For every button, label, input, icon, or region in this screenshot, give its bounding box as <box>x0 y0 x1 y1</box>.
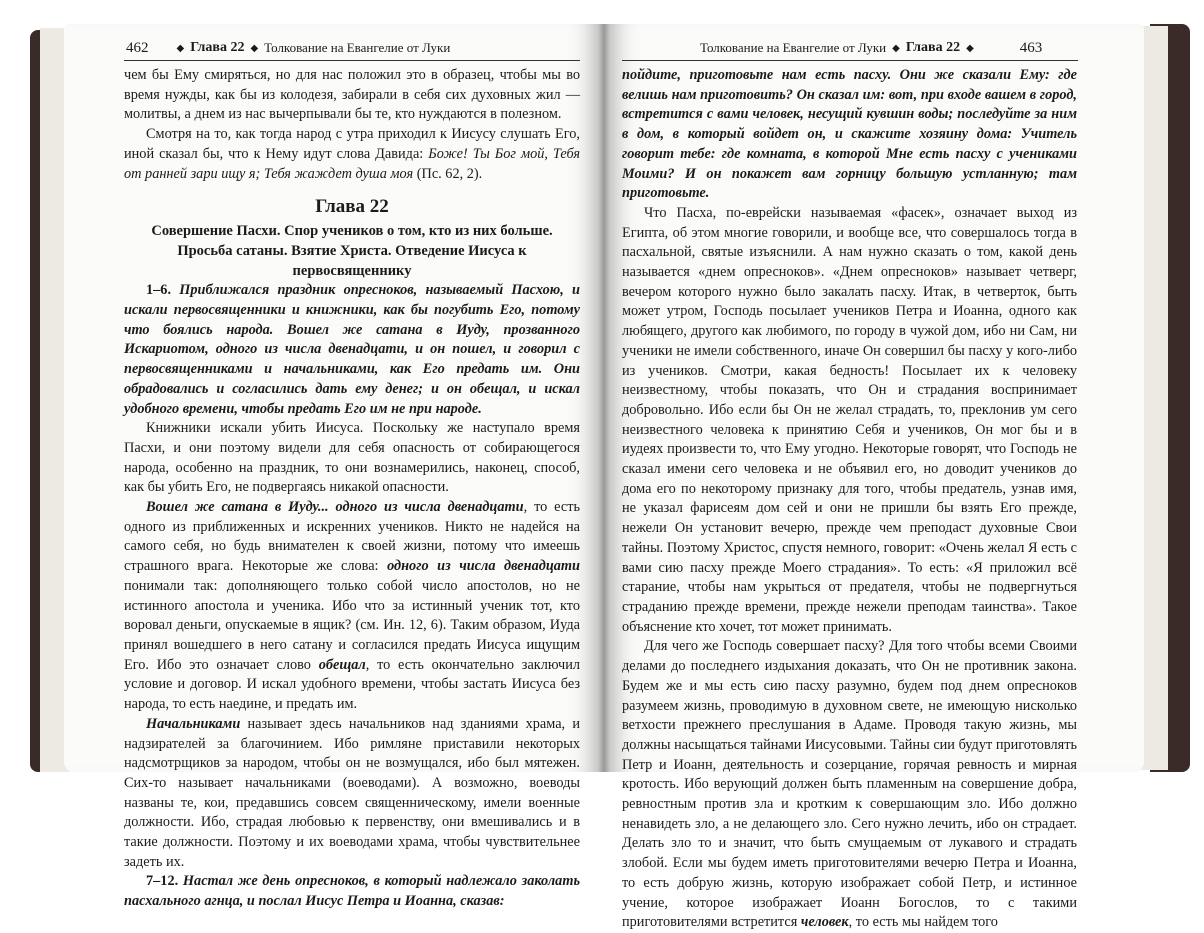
right-running-head <box>700 37 1078 59</box>
paragraph: Смотря на то, как тогда народ с утра приходил к Иисусу слушать Его, иной сказал бы, что к Нему идут слова Давида: Боже! Ты Бог мой, Тебя от ранней зари ищу я; Тебя жаждет душа моя (Пс. 62, 2). <box>124 126 580 182</box>
diamond-ornament-icon: ◆ <box>176 42 185 54</box>
left-page-text <box>124 66 580 912</box>
left-head-title: Толкование на Евангелие от Луки <box>264 40 451 55</box>
left-running-head <box>126 37 576 59</box>
diamond-ornament-icon: ◆ <box>250 42 259 54</box>
book-spine-shadow <box>598 24 610 772</box>
right-page-number: 463 <box>1019 39 1043 56</box>
paragraph: Что Пасха, по-еврейски называемая «фасек», означает выход из Египта, об этом многие говорили, и вообще все, что совершалось тогда в пасхальной, святые изъяснили. А нам нужно сказать о том, какой день называется «днем опресноков». «Днем опресноков» называет четверг, вечером которого нужно было закалать пасху. Итак, в четверток, быть может утром, Господь посылает учеников Петра и Иоанна, одного как любящего, другого как любимого, по городу в чужой дом, ибо ни Сам, ни ученики не имели собственного, иначе Он совершил бы пасху у кого-либо из учеников. Смотри, какая бедность! Посылает их к человеку неизвестному, чтобы показать, что Он и страдания воспринимает добровольно. Ибо если бы Он не желал страдать, то, преклонив ум сего неизвестного человека к принятию Себя и учеников, Он мог бы и в иудеях произвести то, что Ему угодно. Некоторые говорят, что Господь не сказал имени сего человека и не объявил его, но доводит учеников до дома его по некоторому признаку для того, чтобы предатель, узнав имя, не указал фарисеям дом сей и они не пришли бы взять Его прежде, нежели Он установит вечерю, прежде чем преподаст духовные Свои тайны. Поэтому Христос, спустя немного, говорит: «Очень желал Я есть с вами сию пасху прежде Моего страдания». То есть: «Я приложил всё старание, чтобы нам укрыться от предателя, чтобы не подвергнуться страданию прежде времени, прежде нежели преподам таинства». Такое объяснение кто хочет, тот может принимать. <box>622 204 1077 635</box>
verse-block: 7–12. Настал же день опресноков, в который надлежало заколать пасхального агнца, и послал Иисус Петра и Иоанна, сказав: <box>124 873 580 910</box>
paragraph: Начальниками называет здесь начальников над зданиями храма, и надзирателей за благочинием. Ибо римляне приставили некоторых надсмотрщиков за народом, чтобы он не возмущался, ибо был мятежен. Сих-то называет начальниками (воеводами). А возможно, воеводы названы те, кои, предавшись совсем священническому, имели военные должности. Ибо, страдая любовью к первенству, они вмешивались и в такие должности. Поэтому и их воеводами храма, чтобы чувствительнее задеть их. <box>124 715 580 870</box>
chapter-subtitle: Совершение Пасхи. Спор учеников о том, кто из них больше. Просьба сатаны. Взятие Христа. Отведение Иисуса к первосвященнику <box>151 223 553 279</box>
right-page-text <box>622 66 1077 933</box>
right-head-chapter: Глава 22 <box>905 40 961 55</box>
right-head-title: Толкование на Евангелие от Луки <box>700 40 887 55</box>
verse-block: 1–6. Приближался праздник опресноков, называемый Пасхою, и искали первосвященники и книжники, как бы погубить Его, потому что боялись народа. Вошел же сатана в Иуду, прозванного Искариотом, одного из числа двенадцати, и он пошел, и говорил с первосвященниками и начальниками, как Его предать им. Они обрадовались и согласились дать ему денег; и он обещал, и искал удобного времени, чтобы предать Его им не при народе. <box>124 282 581 417</box>
chapter-title: Глава 22 <box>315 196 389 218</box>
left-head-rule <box>124 60 580 61</box>
paragraph: Для чего же Господь совершает пасху? Для того чтобы всеми Своими делами до последнего издыхания доказать, что Он не противник закона. Будем же и мы есть сию пасху разумно, будем под днем опресноков разумеем жизнь, проводимую в духовном свете, не имеющую нисколько ветхости прежнего преслушания в Адаме. Проводя такую жизнь, мы должны насыщаться тайнами Иисусовыми. Тайны сии будут приготовлять Петр и Иоанн, деятельность и созерцание, горячая ревность и мирная кротость. Ибо верующий должен быть пламенным на совершение добра, ревностным против зла и кротким к совершающим зло. Ибо должно ненавидеть зло, а не делающего зло. Сего нужно лечить, ибо он страдает. Делать зло то и значит, что быть смущаемым от лукавого и страдать злобой. Если мы будем иметь приготовителями вечерю Петра и Иоанна, то есть добрую жизнь, которую изображает собой Петр, и истинное учение, которое изображает Иоанн Богослов, то с такими приготовителями встретится человек, то есть мы найдем того <box>622 638 1077 931</box>
paragraph: Книжники искали убить Иисуса. Поскольку же наступало время Пасхи, и они поэтому видели для себя опасность от собирающегося народа, особенно на праздник, то они вознамерились, наконец, способ, как бы убить Его, не подвергаясь никакой опасности. <box>124 420 580 496</box>
paragraph: Вошел же сатана в Иуду... одного из числа двенадцати, то есть одного из приближенных и искренних учеников. Никто не надейся на самого себя, но будь внимателен к своей жизни, потому что имеешь страшного врага. Некоторые же слова: одного из числа двенадцати понимали так: дополняющего только собой число апостолов, но не истинного апостола и ученика. Ибо что за истинный ученик тот, кто воровал деньги, опускаемые в ящик? (см. Ин. 12, 6). Таким образом, Иуда принял вошедшего в него сатану и согласился предать Иисуса ищущим Его. Ибо это означает слово обещал, то есть окончательно заключил условие и договор. И искал удобного времени, чтобы застать Иисуса без народа, то есть наедине, и предать им. <box>124 499 581 713</box>
paragraph: чем бы Ему смиряться, но для нас положил это в образец, чтобы мы во время нужды, как бы из колодезя, забирали в себя сих духовных жил — молитвы, а днем из нас вычерпывали бы те, кто нуждаются в полезном. <box>124 67 580 123</box>
left-page-number: 462 <box>126 39 149 56</box>
diamond-ornament-icon: ◆ <box>892 42 900 54</box>
diamond-ornament-icon: ◆ <box>966 42 974 54</box>
left-head-chapter: Глава 22 <box>190 40 245 55</box>
right-head-rule <box>622 60 1078 61</box>
verse-block: пойдите, приготовьте нам есть пасху. Они же сказали Ему: где велишь нам приготовить? Он сказал им: вот, при входе вашем в город, встретится с вами человек, несущий кувшин воды; последуйте за ним в дом, в который войдет он, и скажите хозяину дома: Учитель говорит тебе: где комната, в которой Мне есть пасху с учениками Моими? И он покажет вам горницу большую устланную; там приготовьте. <box>622 67 1077 202</box>
